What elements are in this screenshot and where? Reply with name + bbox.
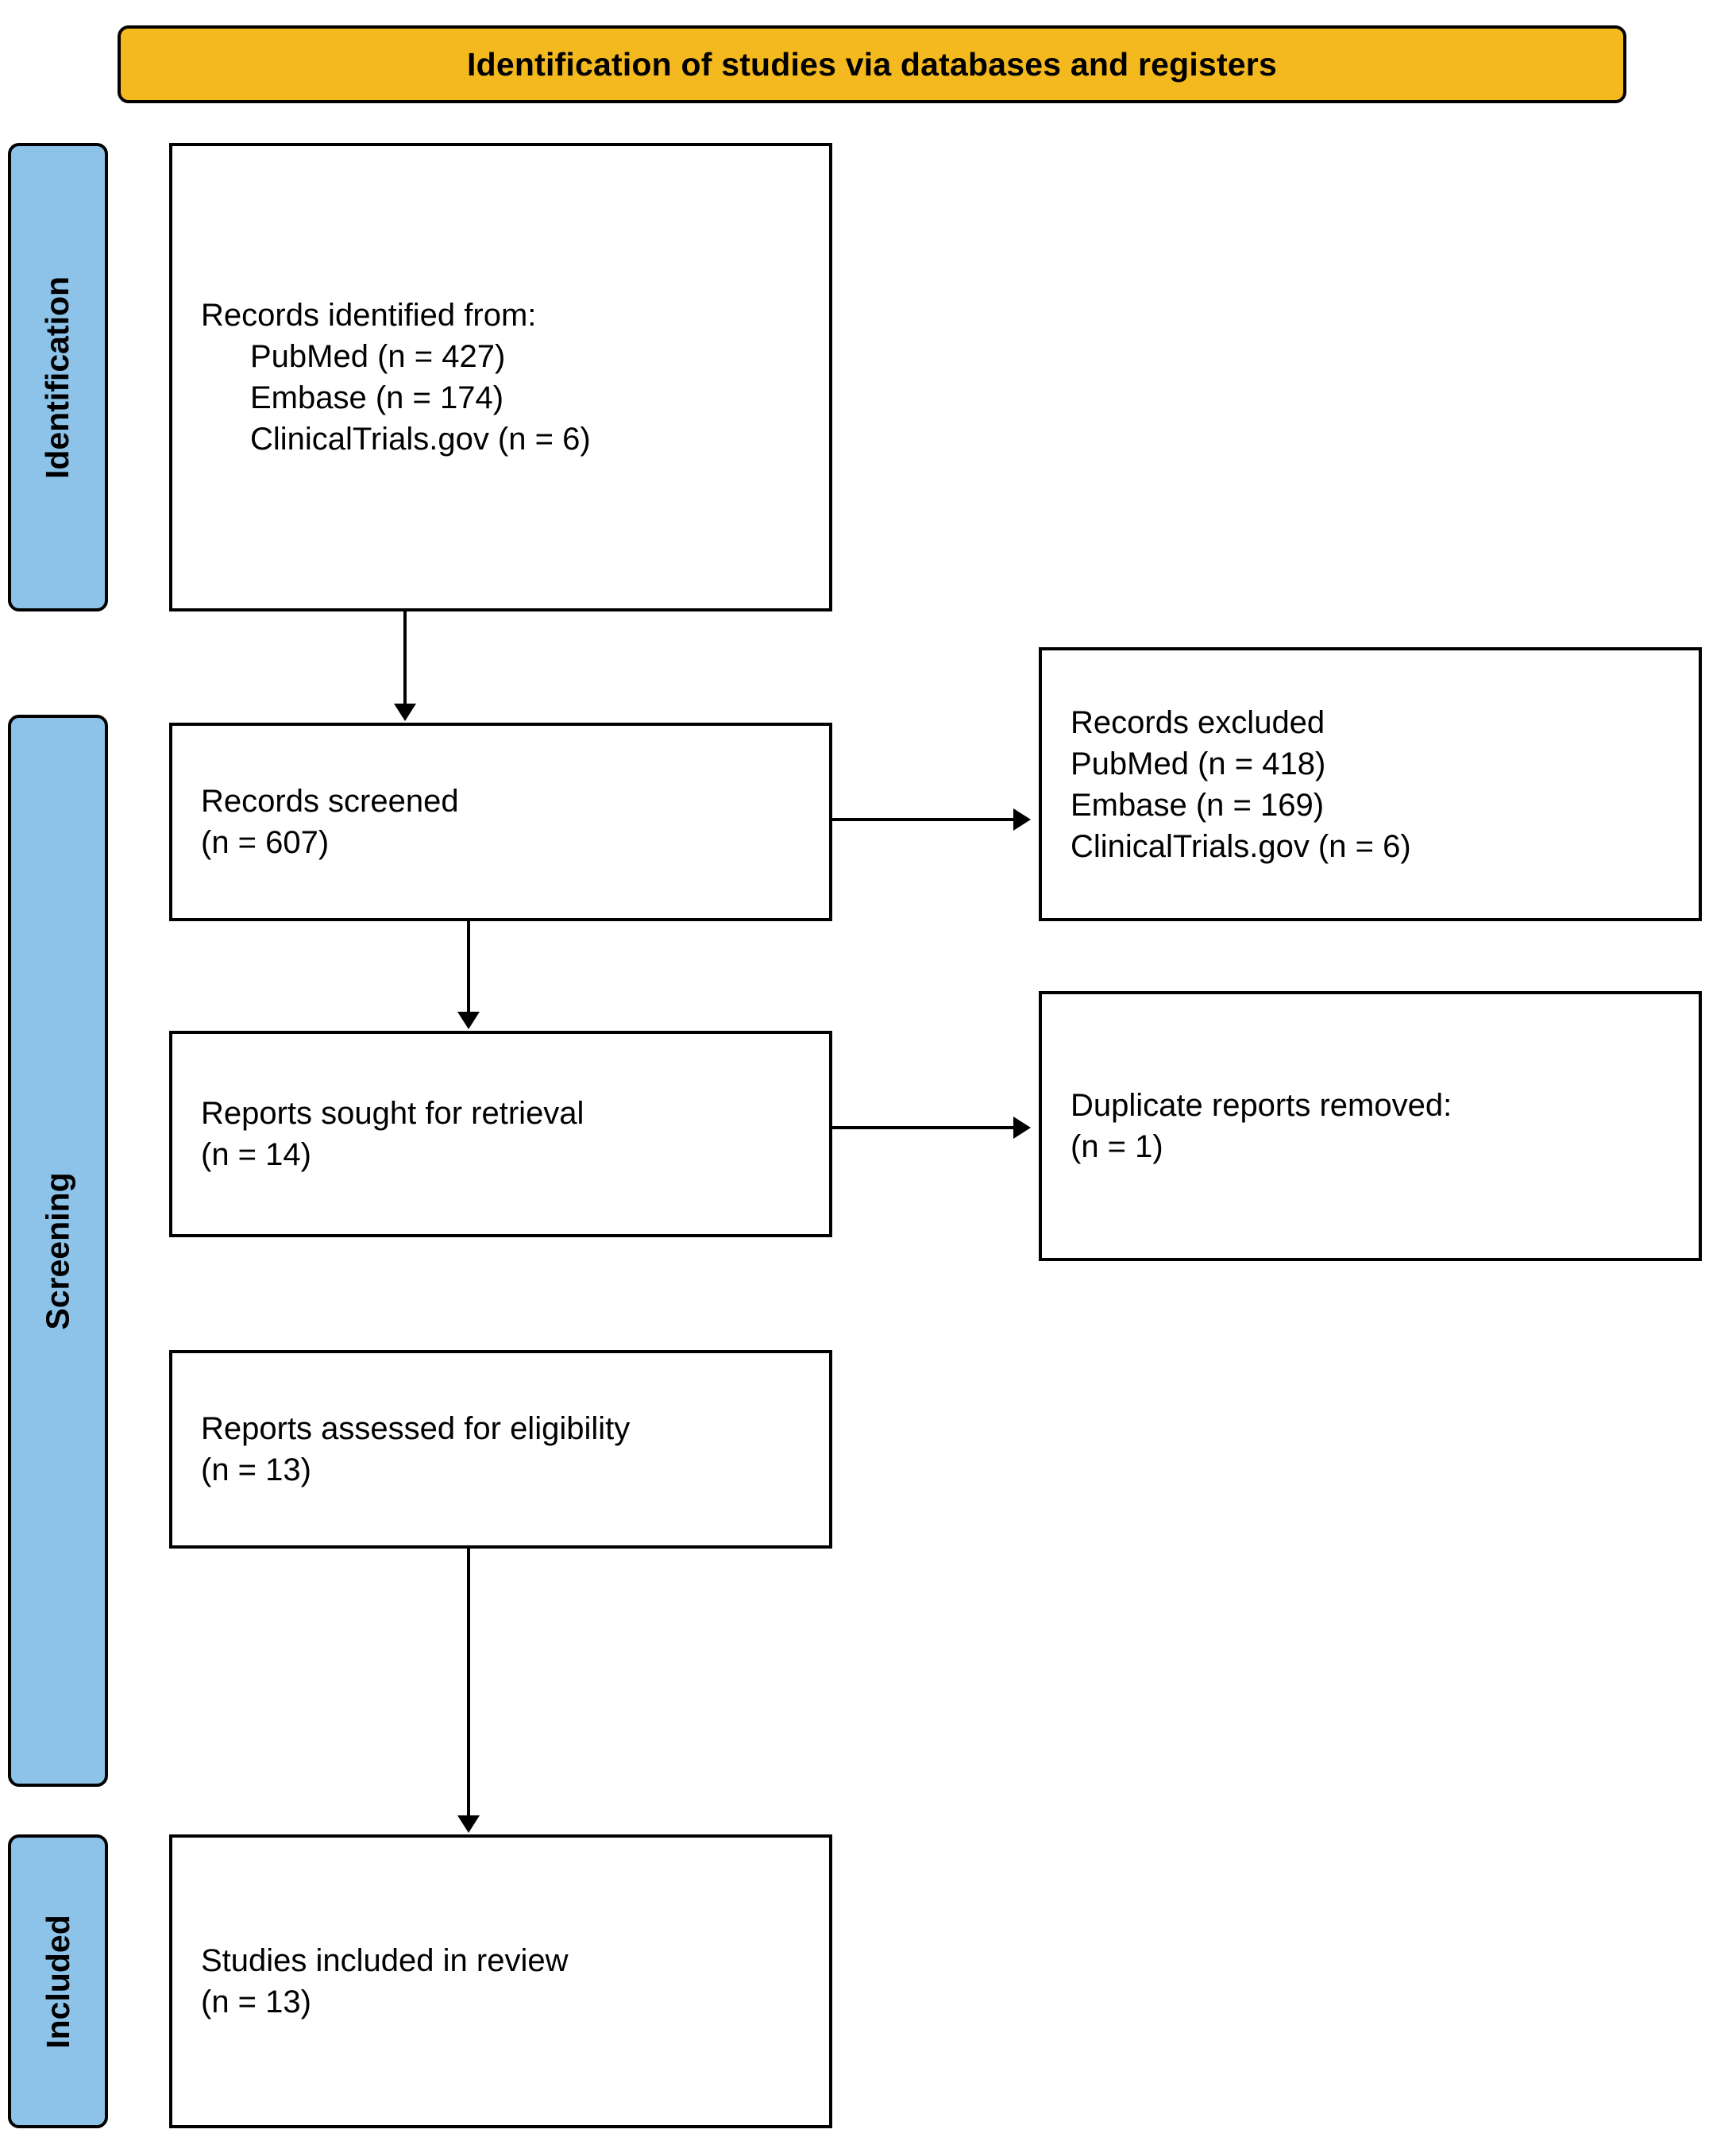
- box-records-screened: [169, 723, 832, 921]
- arrow-screened-to-sought: [457, 1012, 480, 1029]
- box-records-excluded-line-3: Embase (n = 169): [1071, 787, 1325, 823]
- box-records-excluded: [1039, 647, 1702, 921]
- box-reports-assessed-line-2: (n = 13): [201, 1452, 311, 1487]
- stage-label-screening-text: Screening: [39, 1171, 76, 1330]
- box-reports-sought: [169, 1031, 832, 1237]
- box-records-excluded-line-4: ClinicalTrials.gov (n = 6): [1071, 828, 1411, 864]
- box-records-screened-line-1: Records screened: [201, 784, 459, 819]
- box-duplicate-reports-removed-line-2: (n = 1): [1071, 1129, 1163, 1164]
- box-studies-included: [169, 1834, 832, 2128]
- box-reports-assessed: [169, 1350, 832, 1549]
- box-reports-assessed-line-1: Reports assessed for eligibility: [201, 1411, 631, 1446]
- stage-label-identification-text: Identification: [39, 276, 76, 479]
- diagram-header-banner: [118, 25, 1626, 103]
- connector-sought-to-duplicates: [832, 1126, 1015, 1129]
- arrow-sought-to-duplicates: [1013, 1117, 1031, 1139]
- connector-identified-to-screened: [403, 611, 407, 705]
- box-studies-included-line-1: Studies included in review: [201, 1943, 569, 1978]
- box-records-identified-line-1: Records identified from:: [201, 298, 537, 333]
- stage-label-included: [8, 1834, 108, 2128]
- box-records-identified: [169, 143, 832, 611]
- box-studies-included-line-2: (n = 13): [201, 1985, 311, 2019]
- box-records-identified-line-3: Embase (n = 174): [250, 380, 504, 415]
- box-duplicate-reports-removed-line-1: Duplicate reports removed:: [1071, 1088, 1452, 1123]
- arrow-assessed-to-included: [457, 1815, 480, 1833]
- stage-label-screening: [8, 715, 108, 1787]
- arrow-identified-to-screened: [394, 704, 416, 721]
- diagram-title: Identification of studies via databases and registers: [467, 45, 1277, 83]
- box-records-identified-line-2: PubMed (n = 427): [250, 339, 506, 374]
- stage-label-identification: [8, 143, 108, 611]
- connector-screened-to-excluded: [832, 818, 1015, 821]
- box-records-screened-line-2: (n = 607): [201, 825, 330, 860]
- box-reports-sought-line-2: (n = 14): [201, 1137, 311, 1172]
- connector-assessed-to-included: [467, 1549, 470, 1817]
- box-records-identified-line-4: ClinicalTrials.gov (n = 6): [250, 422, 591, 457]
- box-records-excluded-line-1: Records excluded: [1071, 704, 1325, 740]
- box-duplicate-reports-removed: [1039, 991, 1702, 1261]
- stage-label-included-text: Included: [39, 1914, 76, 2049]
- arrow-screened-to-excluded: [1013, 808, 1031, 831]
- box-records-excluded-line-2: PubMed (n = 418): [1071, 746, 1326, 781]
- connector-screened-to-sought: [467, 921, 470, 1013]
- box-reports-sought-line-1: Reports sought for retrieval: [201, 1096, 584, 1131]
